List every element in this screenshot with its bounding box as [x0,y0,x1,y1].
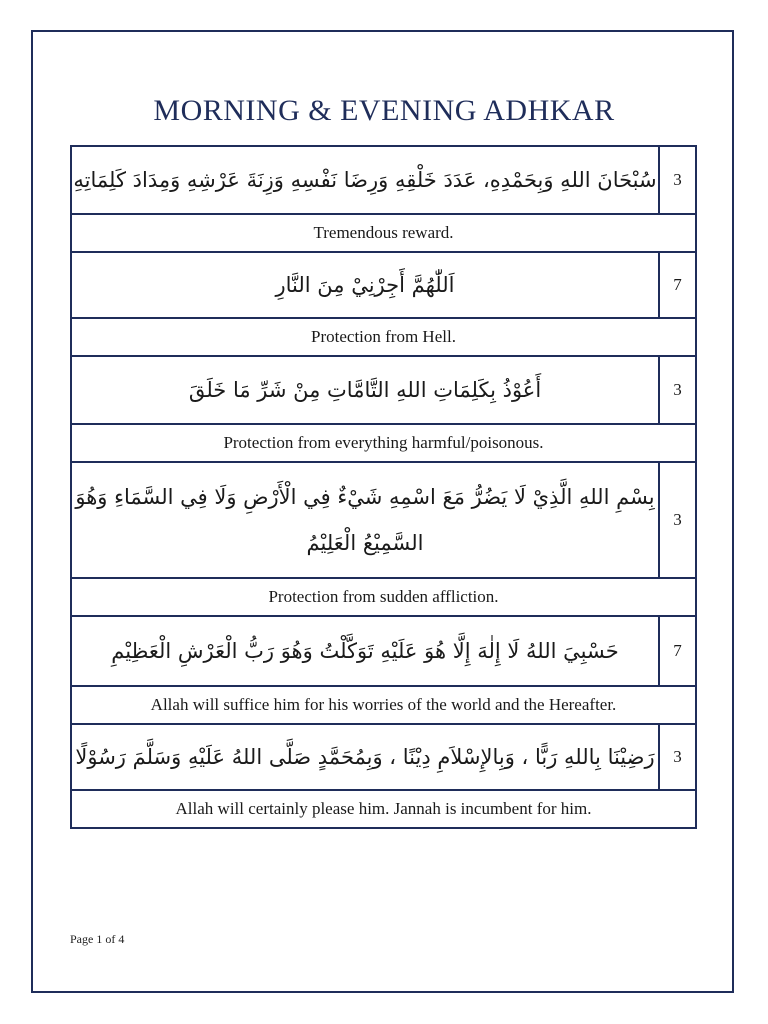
table-row [71,616,696,686]
page-title: MORNING & EVENING ADHKAR [153,94,615,127]
repetition-count: 3 [659,462,696,578]
table-row [71,424,696,462]
table-row [71,724,696,790]
table-row [71,790,696,828]
dhikr-arabic: بِسْمِ اللهِ الَّذِيْ لَا يَضُرُّ مَعَ اسْمِهِ شَيْءٌ فِي الْأَرْضِ وَلَا فِي السَّمَاءِ وَهُوَ السَّمِيْعُ الْعَلِيْمُ [71,462,659,578]
dhikr-arabic: اَللّٰهُمَّ أَجِرْنِيْ مِنَ النَّارِ [71,252,659,318]
table-row [71,252,696,318]
repetition-count: 7 [659,252,696,318]
table-row [71,214,696,252]
dhikr-benefit: Protection from Hell. [71,318,696,356]
page-number: Page 1 of 4 [70,932,125,946]
dhikr-arabic: سُبْحَانَ اللهِ وَبِحَمْدِهِ، عَدَدَ خَلْقِهِ وَرِضَا نَفْسِهِ وَزِنَةَ عَرْشِهِ وَمِدَادَ كَلِمَاتِهِ [71,146,659,214]
table-row [71,578,696,616]
table-row [71,686,696,724]
repetition-count: 3 [659,724,696,790]
dhikr-arabic: أَعُوْذُ بِكَلِمَاتِ اللهِ التَّامَّاتِ مِنْ شَرِّ مَا خَلَقَ [71,356,659,424]
table-row [71,318,696,356]
dhikr-benefit: Protection from everything harmful/poisonous. [71,424,696,462]
dhikr-arabic: حَسْبِيَ اللهُ لَا إِلٰهَ إِلَّا هُوَ عَلَيْهِ تَوَكَّلْتُ وَهُوَ رَبُّ الْعَرْشِ الْعَظِيْمِ [71,616,659,686]
dhikr-benefit: Allah will certainly please him. Jannah is incumbent for him. [71,790,696,828]
dhikr-benefit: Allah will suffice him for his worries of the world and the Hereafter. [71,686,696,724]
dhikr-benefit: Tremendous reward. [71,214,696,252]
repetition-count: 3 [659,356,696,424]
dhikr-arabic: رَضِيْنَا بِاللهِ رَبًّا ، وَبِالإِسْلاَمِ دِيْنًا ، وَبِمُحَمَّدٍ صَلَّى اللهُ عَلَيْهِ وَسَلَّمَ رَسُوْلًا [71,724,659,790]
repetition-count: 3 [659,146,696,214]
adhkar-table [70,145,697,829]
table-row [71,146,696,214]
table-row [71,356,696,424]
table-row [71,462,696,578]
dhikr-benefit: Protection from sudden affliction. [71,578,696,616]
repetition-count: 7 [659,616,696,686]
